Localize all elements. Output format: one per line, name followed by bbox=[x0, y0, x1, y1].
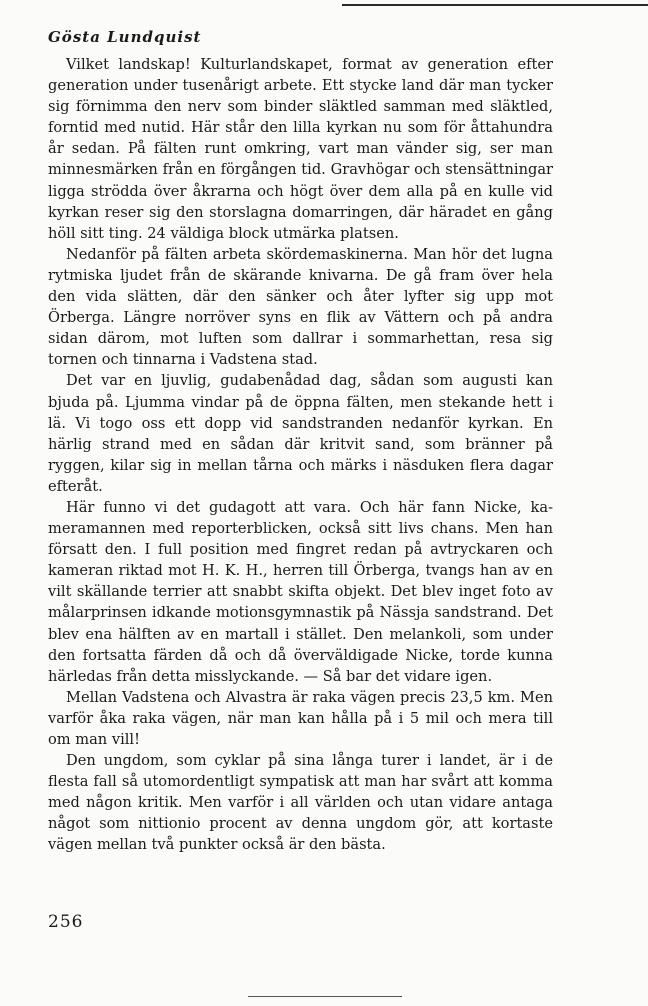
body-text bbox=[48, 54, 553, 856]
running-header: Gösta Lundquist bbox=[48, 28, 202, 46]
paragraph-2: Nedanför på fälten arbeta skördemaskinerna. Man hör det lugna rytmiska ljudet från de skärande knivarna. De gå fram över hela den vida slätten, där den sänker och åter lyfter sig upp mot Örberga. Längre norröver syns en flik av Vättern och på andra sidan därom, mot luften som dallrar i sommarhettan, resa sig tornen och tinnarna i Vadstena stad. bbox=[48, 245, 553, 369]
top-rule bbox=[342, 4, 648, 6]
paragraph-6: Den ungdom, som cyklar på sina långa turer i landet, är i de flesta fall så utomordentligt sympatisk att man har svårt att komma med någon kritik. Men varför i all världen och utan vidare antaga något som nittionio procent av denna ungdom gör, att kortaste vägen mellan två punkter också är den bästa. bbox=[48, 752, 553, 854]
paragraph-4: Här funno vi det gudagott att vara. Och här fann Nicke, kameramannen med reporterblicken, också sitt livs chans. Men han försatt den. I full position med fingret redan på avtryckaren och kameran riktad mot H. K. H., herren till Örberga, tvangs han av en vilt skällande terrier att snabbt skifta objekt. Det blev inget foto av målarprinsen idkande motionsgymnastik på Nässja sandstrand. Det blev ena hälften av en martall i stället. Den melankoli, som under den fortsatta färden då och då överväldigade Nicke, torde kunna härledas från detta misslyckande. — Så bar det vidare igen. bbox=[48, 498, 553, 685]
paragraph-3: Det var en ljuvlig, gudabenådad dag, sådan som augusti kan bjuda på. Ljumma vindar på de öppna fälten, men stekande hett i lä. Vi togo oss ett dopp vid sandstranden nedanför kyrkan. En härlig strand med en sådan där kritvit sand, som bränner på ryggen, kilar sig in mellan tårna och märks i näsduken flera dagar efteråt. bbox=[48, 372, 553, 495]
paragraph-1: Vilket landskap! Kulturlandskapet, format av generation efter generation under tusenårigt arbete. Ett stycke land där man tycker sig förnimma den nerv som binder släktled samman med släktled, forntid med nutid. Här står den lilla kyrkan nu som för åttahundra år sedan. På fälten runt omkring, vart man vänder sig, ser man minnesmärken från en förgången tid. Gravhögar och stensättningar ligga strödda över åkrarna och högt över dem alla på en kulle vid kyrkan reser sig den storslagna domarringen, där häradet en gång höll sitt ting. 24 väldiga block utmärka platsen. bbox=[48, 56, 553, 242]
page-number: 256 bbox=[48, 912, 84, 932]
paragraph-5: Mellan Vadstena och Alvastra är raka vägen precis 23,5 km. Men varför åka raka vägen, när man kan hålla på i 5 mil och mera till om man vill! bbox=[48, 688, 553, 748]
bottom-rule bbox=[248, 996, 402, 997]
